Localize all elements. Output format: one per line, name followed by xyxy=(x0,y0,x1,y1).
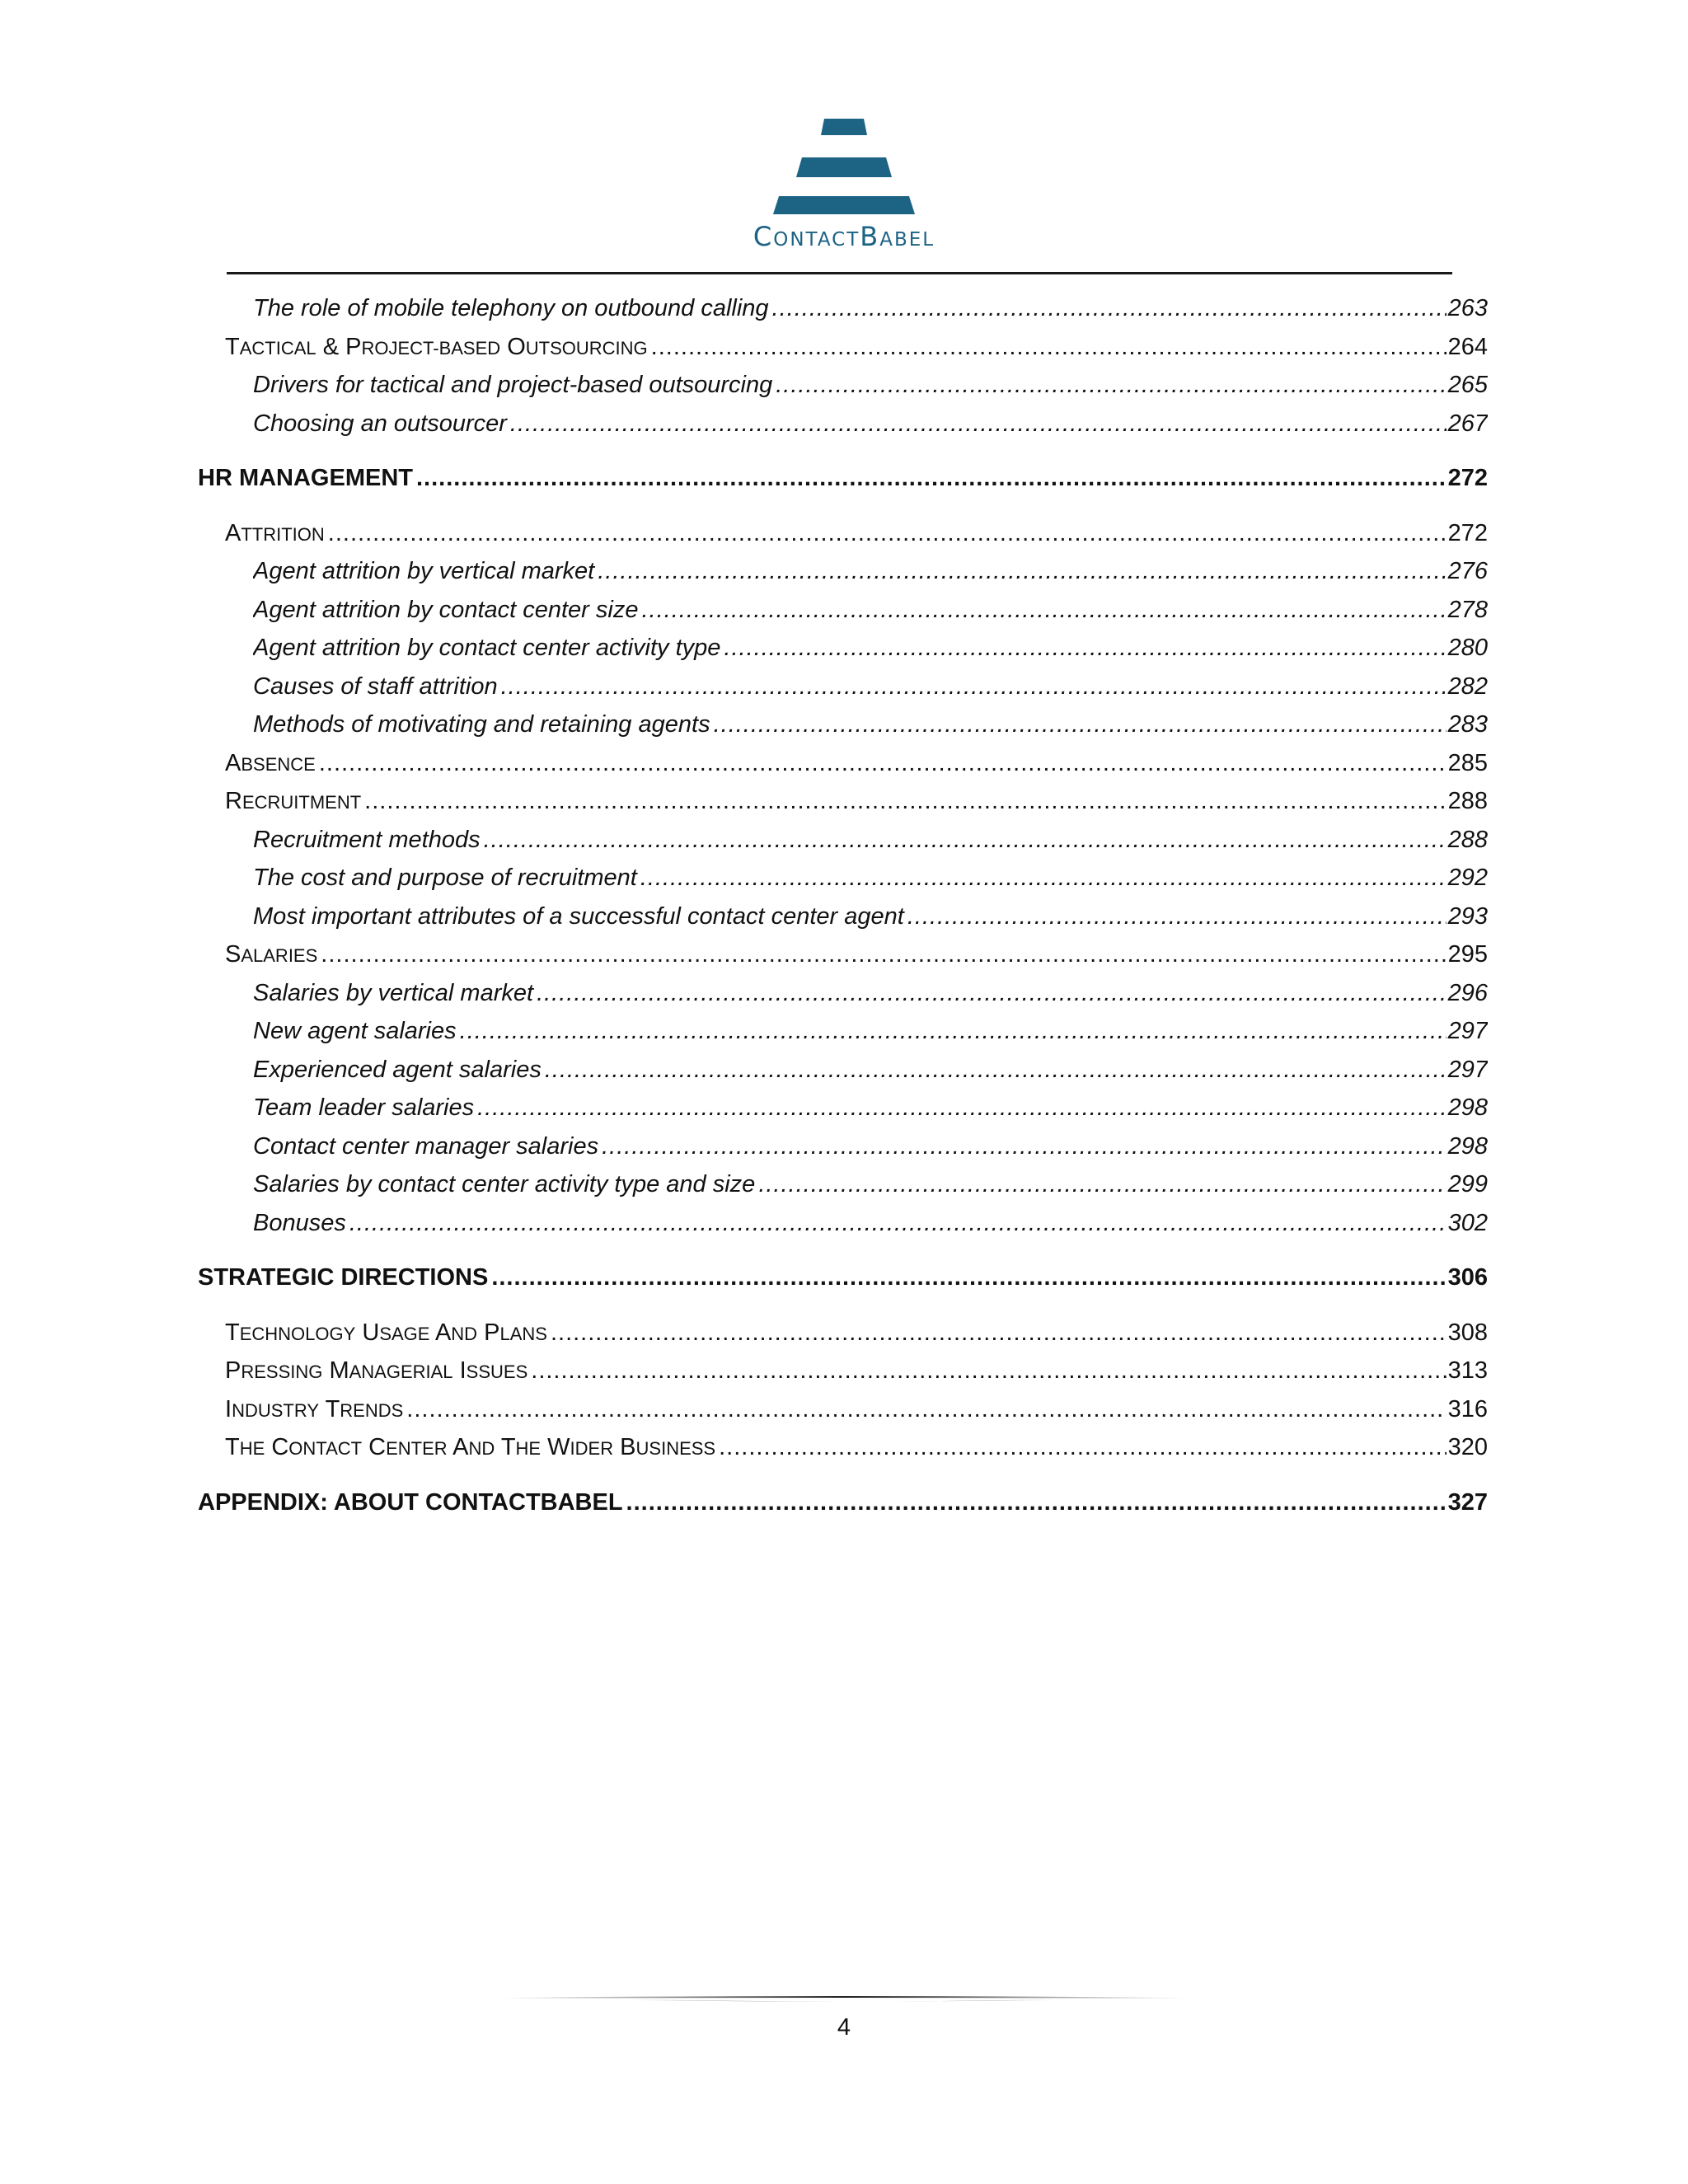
toc-entry-title: RECRUITMENT xyxy=(225,788,364,815)
toc-entry-title: The cost and purpose of recruitment xyxy=(253,865,640,892)
toc-entry-page: 282 xyxy=(1447,673,1488,700)
toc-entry-page: 288 xyxy=(1447,788,1488,814)
toc-entry[interactable] xyxy=(253,1171,1488,1198)
toc-dot-leader xyxy=(491,1264,1446,1291)
toc-dot-leader xyxy=(724,635,1446,662)
toc-entry[interactable] xyxy=(253,1210,1488,1237)
toc-entry[interactable] xyxy=(225,1434,1488,1461)
toc-dot-leader xyxy=(321,941,1446,968)
brand-name xyxy=(0,221,1688,252)
toc-entry[interactable] xyxy=(198,465,1488,492)
toc-dot-leader xyxy=(598,558,1446,585)
toc-entry-page: 285 xyxy=(1447,749,1488,776)
toc-entry-title: SALARIES xyxy=(225,941,321,968)
toc-entry[interactable] xyxy=(253,827,1488,854)
toc-entry[interactable] xyxy=(253,635,1488,662)
toc-entry-title: The role of mobile telephony on outbound calling xyxy=(253,295,772,322)
toc-entry-page: 308 xyxy=(1447,1319,1488,1346)
toc-entry-title: APPENDIX: ABOUT CONTACTBABEL xyxy=(198,1489,626,1516)
footer-divider xyxy=(503,1996,1187,2003)
toc-entry[interactable] xyxy=(253,295,1488,322)
toc-entry[interactable] xyxy=(198,1489,1488,1516)
toc-entry[interactable] xyxy=(253,1018,1488,1045)
toc-dot-leader xyxy=(501,673,1447,701)
toc-entry-title: STRATEGIC DIRECTIONS xyxy=(198,1264,491,1291)
toc-entry[interactable] xyxy=(253,410,1488,438)
toc-entry[interactable] xyxy=(253,1094,1488,1122)
toc-entry[interactable] xyxy=(253,903,1488,930)
brand-first-initial: C xyxy=(753,221,774,252)
toc-entry-page: 272 xyxy=(1447,519,1488,546)
toc-entry-title: Causes of staff attrition xyxy=(253,673,501,701)
toc-dot-leader xyxy=(772,295,1447,322)
toc-entry-title: New agent salaries xyxy=(253,1018,460,1045)
toc-dot-leader xyxy=(602,1133,1447,1160)
toc-entry[interactable] xyxy=(253,597,1488,624)
toc-dot-leader xyxy=(907,903,1447,930)
toc-dot-leader xyxy=(776,372,1446,399)
toc-entry-page: 280 xyxy=(1447,635,1488,661)
toc-entry[interactable] xyxy=(253,558,1488,585)
toc-entry[interactable] xyxy=(225,941,1488,968)
toc-entry-title: Salaries by vertical market xyxy=(253,980,537,1007)
toc-entry-page: 313 xyxy=(1447,1357,1488,1384)
toc-dot-leader xyxy=(714,711,1447,738)
toc-entry-title: ABSENCE xyxy=(225,750,319,777)
toc-dot-leader xyxy=(641,597,1446,624)
toc-entry-page: 299 xyxy=(1447,1171,1488,1197)
toc-entry-page: 288 xyxy=(1447,826,1488,853)
toc-entry-page: 272 xyxy=(1447,465,1488,491)
toc-entry[interactable] xyxy=(225,788,1488,815)
toc-entry-page: 292 xyxy=(1447,865,1488,891)
toc-entry-title: Salaries by contact center activity type and size xyxy=(253,1171,758,1198)
toc-entry-page: 298 xyxy=(1447,1132,1488,1160)
toc-entry-title: Experienced agent salaries xyxy=(253,1057,545,1084)
toc-entry-page: 267 xyxy=(1447,410,1488,437)
toc-dot-leader xyxy=(416,465,1447,492)
toc-entry[interactable] xyxy=(253,980,1488,1007)
toc-entry-page: 316 xyxy=(1447,1395,1488,1422)
toc-entry-title: ATTRITION xyxy=(225,520,328,547)
toc-entry-page: 263 xyxy=(1447,295,1488,321)
toc-entry-title: Agent attrition by contact center size xyxy=(253,597,641,624)
toc-entry-page: 293 xyxy=(1447,902,1488,930)
toc-dot-leader xyxy=(477,1094,1446,1122)
toc-entry-title: Most important attributes of a successful contact center agent xyxy=(253,903,907,930)
toc-entry-title: PRESSING MANAGERIAL ISSUES xyxy=(225,1357,531,1385)
toc-entry-page: 306 xyxy=(1447,1264,1488,1291)
toc-entry-title: TECHNOLOGY USAGE AND PLANS xyxy=(225,1319,551,1347)
toc-dot-leader xyxy=(758,1171,1446,1198)
toc-entry[interactable] xyxy=(253,1133,1488,1160)
toc-entry-page: 297 xyxy=(1447,1018,1488,1044)
brand-second-rest: ABEL xyxy=(879,229,935,251)
toc-entry-page: 297 xyxy=(1447,1056,1488,1083)
toc-dot-leader xyxy=(545,1057,1447,1084)
toc-entry-title: HR MANAGEMENT xyxy=(198,465,416,492)
toc-dot-leader xyxy=(531,1357,1446,1385)
toc-entry-page: 265 xyxy=(1447,372,1488,398)
toc-dot-leader xyxy=(640,865,1447,892)
toc-entry[interactable] xyxy=(225,1319,1488,1347)
toc-dot-leader xyxy=(319,750,1447,777)
toc-entry[interactable] xyxy=(253,711,1488,738)
toc-dot-leader xyxy=(484,827,1447,854)
toc-dot-leader xyxy=(460,1018,1447,1045)
toc-entry-page: 283 xyxy=(1447,711,1488,738)
toc-entry-title: THE CONTACT CENTER AND THE WIDER BUSINESS xyxy=(225,1434,719,1461)
toc-dot-leader xyxy=(626,1489,1447,1516)
toc-entry-title: Recruitment methods xyxy=(253,827,484,854)
toc-dot-leader xyxy=(551,1319,1447,1347)
toc-entry-title: Drivers for tactical and project-based outsourcing xyxy=(253,372,776,399)
toc-entry[interactable] xyxy=(253,865,1488,892)
toc-entry[interactable] xyxy=(225,1396,1488,1423)
toc-entry[interactable] xyxy=(225,334,1488,361)
toc-entry-page: 320 xyxy=(1447,1434,1488,1460)
toc-dot-leader xyxy=(651,334,1447,361)
toc-entry-page: 295 xyxy=(1447,941,1488,968)
toc-entry-title: Team leader salaries xyxy=(253,1094,477,1122)
toc-dot-leader xyxy=(719,1434,1447,1461)
brand-first-rest: ONTACT xyxy=(773,229,860,251)
toc-entry-page: 298 xyxy=(1447,1094,1488,1121)
toc-entry[interactable] xyxy=(253,1057,1488,1084)
toc-entry-title: Agent attrition by vertical market xyxy=(253,558,598,585)
toc-entry-page: 302 xyxy=(1447,1209,1488,1236)
toc-entry[interactable] xyxy=(225,750,1488,777)
toc-dot-leader xyxy=(328,520,1447,547)
toc-dot-leader xyxy=(537,980,1447,1007)
toc-entry-title: Bonuses xyxy=(253,1210,349,1237)
toc-entry-page: 327 xyxy=(1447,1488,1488,1516)
header-divider xyxy=(227,272,1452,274)
toc-entry-page: 278 xyxy=(1447,596,1488,623)
toc-entry-title: Methods of motivating and retaining agents xyxy=(253,711,714,738)
brand-second-initial: B xyxy=(860,221,880,252)
toc-entry[interactable] xyxy=(198,1264,1488,1291)
pyramid-logo-icon xyxy=(752,115,936,216)
toc-entry-page: 296 xyxy=(1447,979,1488,1006)
toc-entry-title: Choosing an outsourcer xyxy=(253,410,510,438)
toc-dot-leader xyxy=(510,410,1447,438)
toc-entry-title: Contact center manager salaries xyxy=(253,1133,602,1160)
toc-entry-title: INDUSTRY TRENDS xyxy=(225,1396,406,1423)
toc-dot-leader xyxy=(406,1396,1446,1423)
toc-entry[interactable] xyxy=(253,372,1488,399)
toc-entry-title: Agent attrition by contact center activity type xyxy=(253,635,724,662)
toc-entry[interactable] xyxy=(253,673,1488,701)
toc-dot-leader xyxy=(364,788,1446,815)
toc-entry[interactable] xyxy=(225,520,1488,547)
page-number: 4 xyxy=(837,2014,851,2041)
toc-entry-title: TACTICAL & PROJECT-BASED OUTSOURCING xyxy=(225,334,651,361)
toc-dot-leader xyxy=(349,1210,1447,1237)
toc-entry-page: 264 xyxy=(1447,333,1488,360)
toc-entry[interactable] xyxy=(225,1357,1488,1385)
toc-entry-page: 276 xyxy=(1447,558,1488,584)
